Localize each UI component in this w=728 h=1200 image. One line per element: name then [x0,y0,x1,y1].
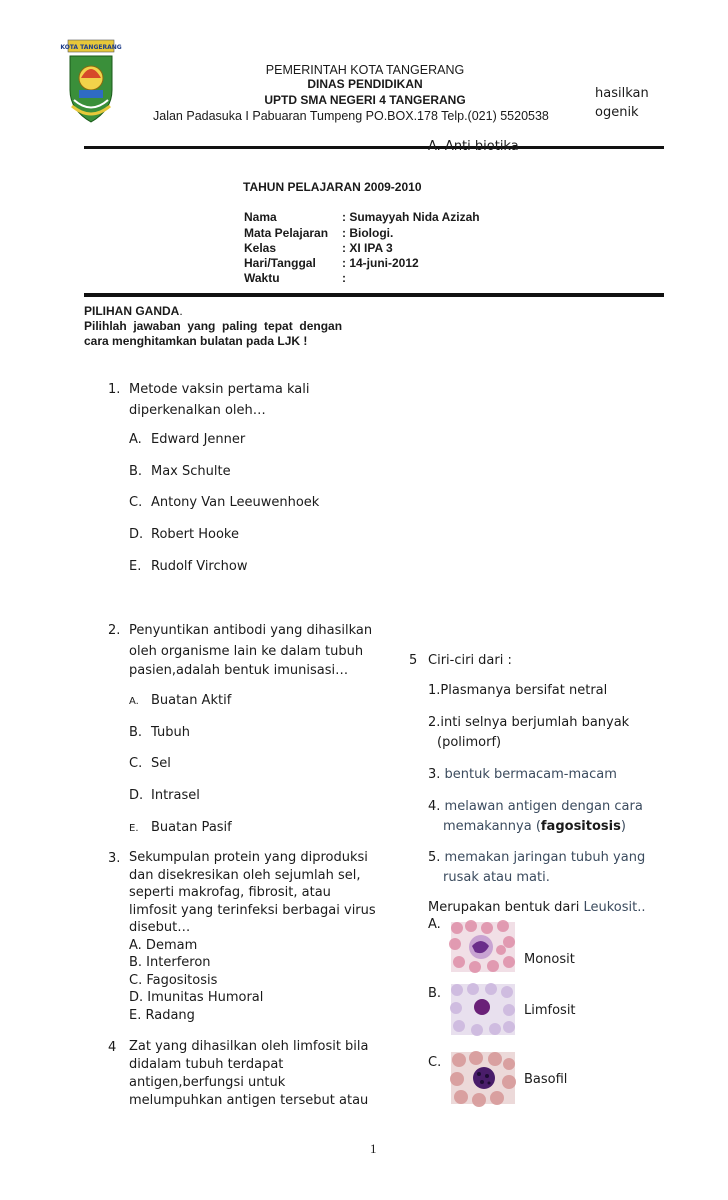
q5-trait-2a: 2.inti selnya berjumlah banyak [428,715,630,730]
q5-trait-4-num: 4. [428,799,441,814]
q4-line: melumpuhkan antigen tersebut atau [129,1093,369,1108]
monosit-cell-image [451,922,515,972]
info-nama [244,210,480,224]
q1-text-1: Metode vaksin pertama kali [129,382,310,397]
q5-trait-3 [428,765,617,785]
q4-line: didalam tubuh terdapat [129,1057,284,1072]
info-nama-value: : Sumayyah Nida Azizah [342,210,480,224]
q1-option-a[interactable] [129,432,245,447]
q5-trait-2b: (polimorf) [437,735,502,750]
q2-option-c-text: Sel [151,756,171,771]
svg-text:KOTA TANGERANG: KOTA TANGERANG [60,44,122,51]
q5-fagositosis: fagositosis [540,819,621,834]
q1-option-a-text: Edward Jenner [151,432,246,447]
info-nama-key: Nama [244,210,277,224]
q2-option-e-letter: E. [129,823,139,834]
q4-line: antigen,berfungsi untuk [129,1075,286,1090]
info-rule [84,293,664,297]
info-waktu-value: : [342,271,346,285]
q5-option-b-letter[interactable]: B. [428,986,442,1001]
q3-number: 3. [108,851,121,866]
q1-option-c-letter: C. [129,495,143,510]
q5-number: 5 [409,653,418,668]
q1-number: 1. [108,382,121,397]
q5-trait-5b: rusak atau mati. [443,870,550,885]
q2-option-e[interactable] [129,820,232,835]
overlay-text-antibiotika: A. Anti biotika [428,139,519,154]
q1-option-b-text: Max Schulte [151,464,231,479]
header-line-1: PEMERINTAH KOTA TANGERANG [265,63,465,77]
info-mapel [244,226,393,240]
q2-option-d-letter: D. [129,788,144,803]
q1-option-e[interactable] [129,559,247,574]
city-logo [60,40,122,126]
q1-option-c-text: Antony Van Leeuwenhoek [151,495,320,510]
q5-intro: Ciri-ciri dari : [428,653,512,668]
q5-option-a-letter[interactable]: A. [428,917,441,932]
q3-line: limfosit yang terinfeksi berbagai virus [129,902,376,918]
header-line-3: UPTD SMA NEGERI 4 TANGERANG [264,93,466,107]
q5-trait-4b-post: ) [620,819,626,834]
q5-option-a-label: Monosit [524,952,575,967]
overlay-text-ogenik: ogenik [595,105,639,120]
q5-trait-4b [443,817,626,837]
q5-option-c-label: Basofil [524,1072,568,1087]
q2-option-d[interactable] [129,788,200,803]
q1-option-d-letter: D. [129,527,144,542]
q1-option-b[interactable] [129,464,231,479]
limfosit-cell-image [451,984,515,1035]
q2-text-2: oleh organisme lain ke dalam tubuh [129,644,364,659]
q3-line: seperti makrofag, fibrosit, atau [129,885,331,900]
q5-trait-4 [428,797,643,817]
info-mapel-key: Mata Pelajaran [244,226,329,240]
info-waktu-key: Waktu [244,271,280,285]
page-number: 1 [370,1141,377,1156]
q5-summary-answer: Leukosit.. [583,900,646,915]
q2-option-d-text: Intrasel [151,788,200,803]
basofil-cell-image [451,1052,515,1104]
q2-option-c-letter: C. [129,756,143,771]
instructions-title-dot: . [179,304,183,318]
q1-option-d[interactable] [129,527,239,542]
q4-line: Zat yang dihasilkan oleh limfosit bila [129,1039,369,1054]
q5-trait-4b-pre: memakannya ( [443,819,541,834]
info-kelas-key: Kelas [244,241,277,255]
q3-line: disebut… [129,920,191,935]
q2-option-a-letter: A. [129,696,139,707]
q2-option-c[interactable] [129,756,171,771]
info-kelas-value: : XI IPA 3 [342,241,393,255]
instructions-title [84,304,183,318]
q3-option-a[interactable]: A. Demam [129,937,198,953]
q1-option-a-letter: A. [129,432,142,447]
q2-option-b-text: Tubuh [151,725,190,740]
instructions-line-2: cara menghitamkan bulatan pada LJK ! [84,334,308,348]
overlay-text-hasilkan: hasilkan [595,86,649,101]
q2-option-b[interactable] [129,725,190,740]
q5-summary [428,898,646,918]
q2-option-e-text: Buatan Pasif [151,820,232,835]
q4-body [129,1038,369,1110]
instructions-title-text: PILIHAN GANDA [84,304,180,318]
q2-option-b-letter: B. [129,725,143,740]
q2-option-a[interactable] [129,693,231,708]
q1-option-d-text: Robert Hooke [151,527,239,542]
q3-body [129,849,376,1024]
info-kelas [244,241,393,255]
q2-number: 2. [108,623,121,638]
q3-option-e[interactable]: E. Radang [129,1007,195,1023]
q5-option-c-letter[interactable]: C. [428,1055,442,1070]
info-tanggal-value: : 14-juni-2012 [342,256,419,270]
header-rule [84,146,664,149]
q3-line: dan disekresikan oleh sejumlah sel, [129,867,361,883]
q1-option-c[interactable] [129,495,319,510]
header-line-2: DINAS PENDIDIKAN [307,77,423,91]
q5-trait-5 [428,848,645,868]
instructions-line-1: Pilihlah jawaban yang paling tepat dengan [84,319,343,333]
info-mapel-value: : Biologi. [342,226,394,240]
q3-option-b[interactable]: B. Interferon [129,955,211,970]
q5-trait-5-text: memakan jaringan tubuh yang [444,850,646,865]
q5-trait-3-num: 3. [428,767,441,782]
q1-text-2: diperkenalkan oleh… [129,403,266,418]
q5-trait-3-text: bentuk bermacam-macam [444,767,617,782]
q1-option-b-letter: B. [129,464,143,479]
q3-option-d[interactable]: D. Imunitas Humoral [129,990,264,1005]
q5-trait-5-num: 5. [428,850,441,865]
q5-option-b-label: Limfosit [524,1003,576,1018]
q5-trait-1: 1.Plasmanya bersifat netral [428,683,608,698]
info-tanggal [244,256,419,270]
info-tanggal-key: Hari/Tanggal [244,256,316,270]
q3-option-c[interactable]: C. Fagositosis [129,972,218,988]
q5-summary-text: Merupakan bentuk dari [428,900,580,915]
q3-line: Sekumpulan protein yang diproduksi [129,850,368,865]
header-address: Jalan Padasuka I Pabuaran Tumpeng PO.BOX.178 Telp.(021) 5520538 [153,109,549,123]
q2-option-a-text: Buatan Aktif [151,693,232,708]
q1-option-e-text: Rudolf Virchow [151,559,248,574]
info-waktu [244,271,346,285]
q2-text-1: Penyuntikan antibodi yang dihasilkan [129,623,373,638]
school-year: TAHUN PELAJARAN 2009-2010 [243,180,422,194]
q5-trait-4-text: melawan antigen dengan cara [444,799,643,814]
q2-text-3: pasien,adalah bentuk imunisasi… [129,663,349,678]
q4-number: 4 [108,1040,117,1055]
q1-option-e-letter: E. [129,559,142,574]
